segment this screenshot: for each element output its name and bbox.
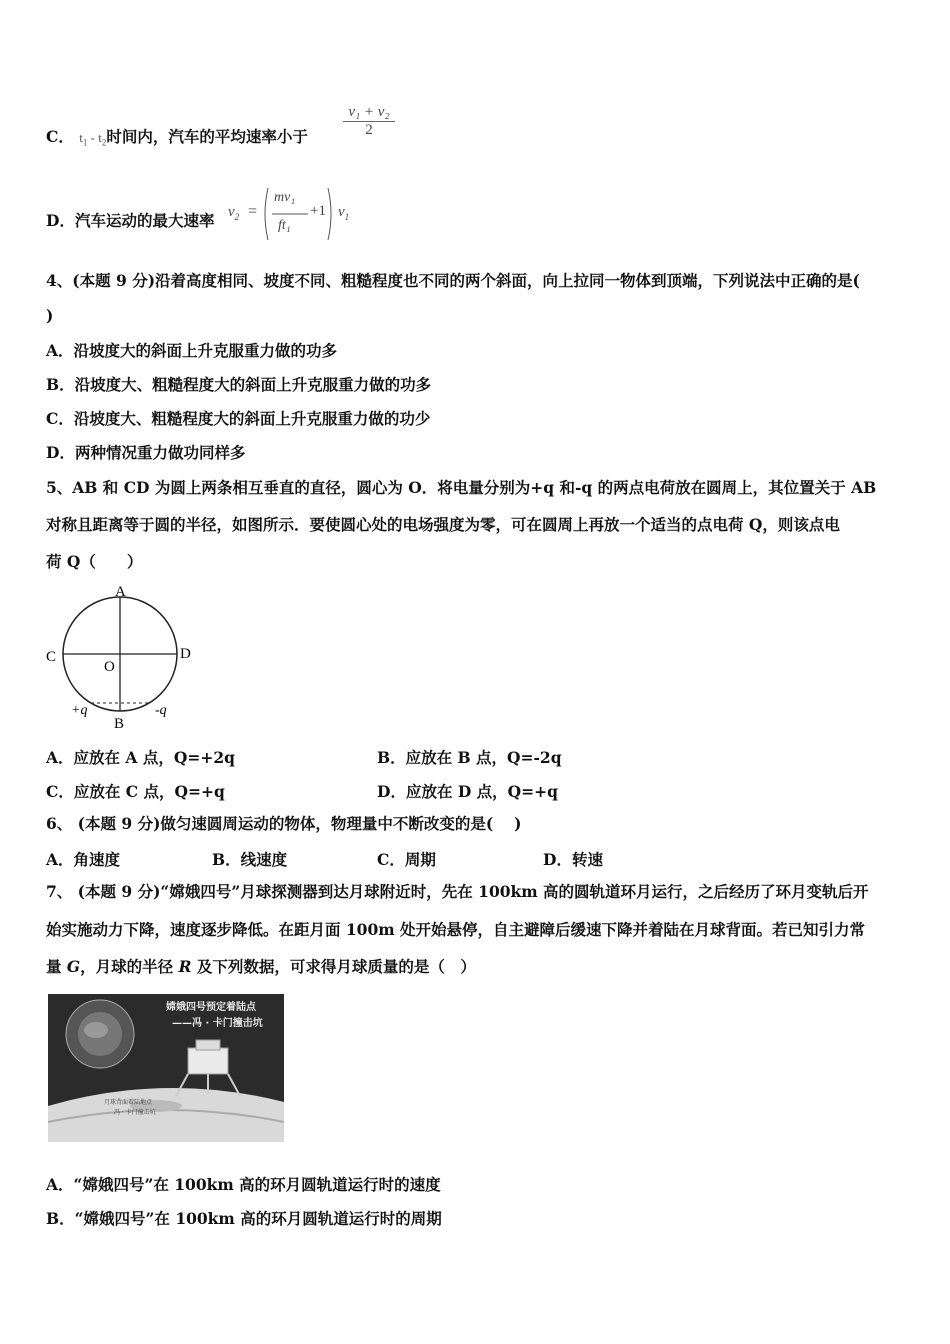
label-o: O — [104, 659, 115, 675]
q5-option-c: C．应放在 C 点，Q=+q — [46, 782, 225, 801]
q3-option-d — [46, 211, 214, 231]
q5-option-a: A．应放在 A 点，Q=+2q — [46, 748, 235, 767]
q5-stem-line2: 对称且距离等于圆的半径，如图所示．要使圆心处的电场强度为零，可在圆周上再放一个适当的点电荷 Q，则该点电 — [46, 515, 840, 534]
q3-option-d-text: 汽车运动的最大速率 — [74, 211, 215, 230]
photo-caption-2: ——冯 · 卡门撞击坑 — [172, 1018, 263, 1029]
q7-option-b: B．“嫦娥四号”在 100km 高的环月圆轨道运行时的周期 — [46, 1209, 442, 1228]
q5-stem-line3: 荷 Q（ ） — [46, 552, 143, 571]
q5-option-b: B．应放在 B 点，Q=-2q — [377, 748, 562, 767]
photo-caption-3: 月球背面着陆地点 — [104, 1099, 153, 1106]
q5-option-d: D．应放在 D 点，Q=+q — [377, 782, 558, 801]
q4-option-a: A．沿坡度大的斜面上升克服重力做的功多 — [46, 341, 338, 360]
q5-circle-figure — [40, 584, 210, 734]
q4-option-b: B．沿坡度大、粗糙程度大的斜面上升克服重力做的功多 — [46, 375, 432, 394]
plus-one: +1 — [310, 203, 326, 219]
q7-change4-lander-photo — [48, 994, 284, 1142]
label-c: C — [46, 649, 57, 665]
q4-stem-line2: ) — [46, 306, 54, 325]
q3-option-d-label: D． — [46, 211, 75, 230]
q4-option-d: D．两种情况重力做功同样多 — [46, 443, 246, 462]
lander-illustration — [48, 994, 284, 1142]
fraction-numerator: mv₁ — [274, 190, 296, 205]
equals-sign: = — [248, 203, 258, 220]
q6-stem: 6、 (本题 9 分)做匀速圆周运动的物体，物理量中不断改变的是( ) — [46, 814, 522, 833]
photo-caption-1: 嫦娥四号预定着陆点 — [166, 1002, 256, 1013]
q3-option-c-text: 时间内，汽车的平均速率小于 — [106, 127, 308, 146]
fraction-denominator: 2 — [365, 122, 373, 138]
label-b: B — [114, 716, 125, 732]
q7-stem-line3: 量 G，月球的半径 R 及下列数据，可求得月球质量的是（ ） — [46, 957, 476, 976]
q7-stem-line2: 始实施动力下降，速度逐步降低。在距月面 100m 处开始悬停，自主避障后缓速下降并着陆在月球背面。若已知引力常 — [46, 920, 866, 939]
fraction-numerator: v₁ + v₂ — [343, 104, 395, 122]
label-a: A — [115, 584, 126, 600]
q6-option-b: B．线速度 — [212, 850, 288, 869]
q3-option-c-fraction — [343, 104, 395, 139]
q6-option-a: A．角速度 — [46, 850, 121, 869]
label-d: D — [180, 646, 191, 662]
q3-option-c-label: C． — [46, 127, 74, 146]
q4-option-c: C．沿坡度大、粗糙程度大的斜面上升克服重力做的功少 — [46, 409, 431, 428]
q3-option-c — [46, 127, 308, 153]
q5-stem-line1: 5、AB 和 CD 为圆上两条相互垂直的直径，圆心为 O．将电量分别为+q 和-q 的两点电荷放在圆周上，其位置关于 AB — [46, 478, 877, 497]
fraction-denominator: ft₁ — [278, 218, 291, 233]
q3-option-d-formula: $v_2$ = mv₁ ft₁ +1 $v_1$ — [228, 186, 358, 242]
photo-caption-4: 冯 · 卡门撞击坑 — [114, 1109, 156, 1116]
q6-option-d: D．转速 — [543, 850, 603, 869]
q7-option-a: A．“嫦娥四号”在 100km 高的环月圆轨道运行时的速度 — [46, 1175, 441, 1194]
q6-option-c: C．周期 — [377, 850, 436, 869]
q7-stem-line1: 7、 (本题 9 分)“嫦娥四号”月球探测器到达月球附近时，先在 100km 高的圆轨道环月运行，之后经历了环月变轨后开 — [46, 882, 869, 901]
q4-stem-line1: 4、(本题 9 分)沿着高度相同、坡度不同、粗糙程度也不同的两个斜面，向上拉同一物体到顶端，下列说法中正确的是( — [46, 271, 860, 290]
q3-option-c-math: $t_1 - t_2$ — [79, 130, 107, 148]
label-minus-q: -q — [155, 703, 167, 718]
label-plus-q: +q — [71, 703, 88, 718]
